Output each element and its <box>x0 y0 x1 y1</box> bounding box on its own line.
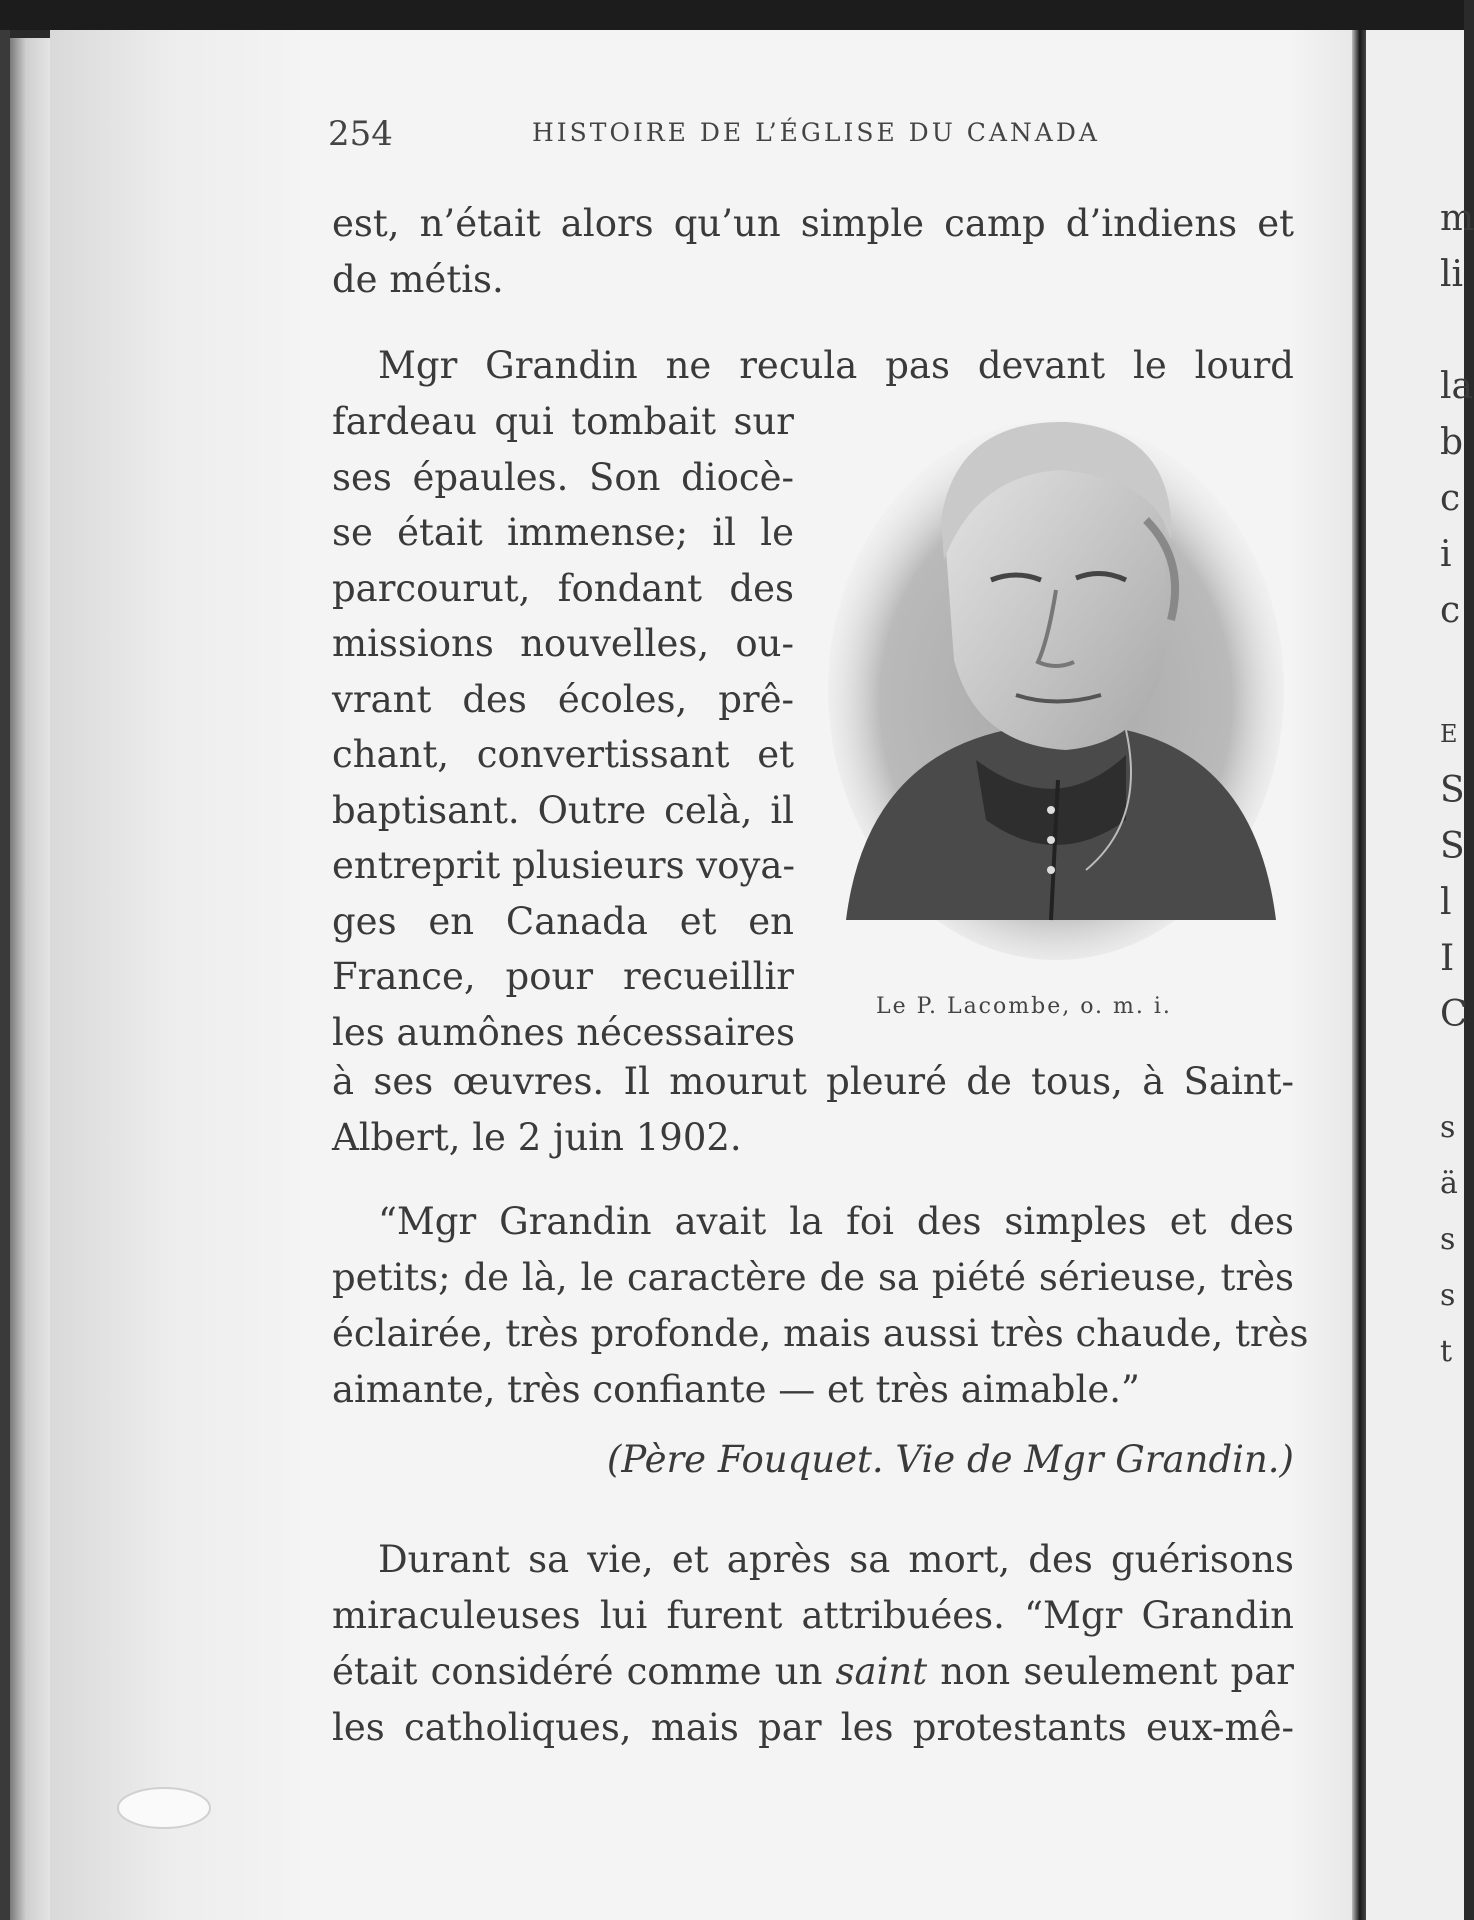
text-line: ges en Canada et en <box>332 899 794 943</box>
page-header <box>280 96 1270 154</box>
portrait-caption: Le P. Lacombe, o. m. i. <box>876 994 1172 1019</box>
text-line: parcourut, fondant des <box>332 566 794 610</box>
text-line: vrant des écoles, prê- <box>332 677 794 721</box>
text-line: est, n’était alors qu’un simple camp d’indiens et <box>332 202 1294 245</box>
paragraph-3 <box>332 1532 1294 1756</box>
facing-page-fragment: s <box>1440 1222 1456 1257</box>
facing-page-fragment: m <box>1440 198 1474 239</box>
facing-page-fragment: c <box>1440 590 1461 631</box>
facing-page-fragment: E <box>1440 720 1458 748</box>
facing-page-fragment: S <box>1440 826 1465 867</box>
facing-page <box>1366 30 1474 1920</box>
italic-word: saint <box>835 1650 928 1693</box>
paragraph-1 <box>332 196 1294 308</box>
facing-page-fragment: la <box>1440 366 1473 407</box>
scan-left-edge <box>0 30 10 1920</box>
text-line: se était immense; il le <box>332 511 794 554</box>
facing-page-fragment: ä <box>1440 1166 1458 1201</box>
text-line: France, pour recueillir <box>332 955 794 998</box>
running-title: HISTOIRE DE L’ÉGLISE DU CANADA <box>532 118 1100 147</box>
text-line: de métis. <box>332 258 504 301</box>
facing-page-fragment: i <box>1440 534 1452 575</box>
facing-page-fragment: b <box>1440 422 1464 463</box>
facing-page-fragment: t <box>1440 1334 1453 1369</box>
facing-page-fragment: S <box>1440 770 1465 811</box>
paragraph-2-end <box>332 1054 1294 1166</box>
text-line: les aumônes nécessaires <box>332 1010 795 1054</box>
paragraph-2-wrap <box>332 394 794 1060</box>
page-number: 254 <box>328 114 393 154</box>
text-line: ses épaules. Son diocè- <box>332 455 794 499</box>
text-line: aimante, très confiante — et très aimable.” <box>332 1368 1140 1411</box>
quote-block <box>332 1194 1309 1418</box>
facing-page-fragment: li <box>1440 254 1464 295</box>
facing-page-fragment: C <box>1440 994 1468 1035</box>
facing-page-fragment: c <box>1440 478 1461 519</box>
portrait-engraving <box>826 400 1286 960</box>
text-line: petits; de là, le caractère de sa piété sérieuse, très <box>332 1256 1294 1299</box>
book-spine <box>1352 30 1366 1920</box>
text-line: Mgr Grandin ne recula pas devant le lourd <box>378 344 1294 387</box>
facing-page-fragment: s <box>1440 1110 1456 1145</box>
text-segment: non seulement par <box>927 1650 1294 1693</box>
text-line: miraculeuses lui furent attribuées. “Mgr Grandin <box>332 1594 1294 1637</box>
facing-page-fragment: I <box>1440 938 1455 979</box>
text-line: à ses œuvres. Il mourut pleuré de tous, à Saint- <box>332 1060 1294 1103</box>
text-line: “Mgr Grandin avait la foi des simples et des <box>378 1200 1294 1243</box>
text-segment: était considéré comme un <box>332 1650 836 1693</box>
text-line <box>332 1644 1294 1700</box>
text-line: missions nouvelles, ou- <box>332 622 794 665</box>
page-stack-edge <box>10 38 50 1920</box>
text-line: chant, convertissant et <box>332 733 794 776</box>
text-line: les catholiques, mais par les protestants eux-mê- <box>332 1706 1294 1749</box>
text-line: baptisant. Outre celà, il <box>332 788 794 832</box>
text-line: Durant sa vie, et après sa mort, des guérisons <box>378 1538 1294 1581</box>
library-stamp-mark <box>114 1782 214 1832</box>
text-line: fardeau qui tombait sur <box>332 400 794 443</box>
text-line: éclairée, très profonde, mais aussi très chaude, très <box>332 1312 1309 1355</box>
text-line: entreprit plusieurs voya- <box>332 844 795 887</box>
facing-page-fragment: s <box>1440 1278 1456 1313</box>
scan-top-edge <box>0 0 1464 30</box>
facing-page-fragment: l <box>1440 882 1452 923</box>
quote-citation: (Père Fouquet. Vie de Mgr Grandin.) <box>606 1438 1294 1481</box>
paragraph-2 <box>332 338 1294 394</box>
text-line: Albert, le 2 juin 1902. <box>332 1116 742 1159</box>
